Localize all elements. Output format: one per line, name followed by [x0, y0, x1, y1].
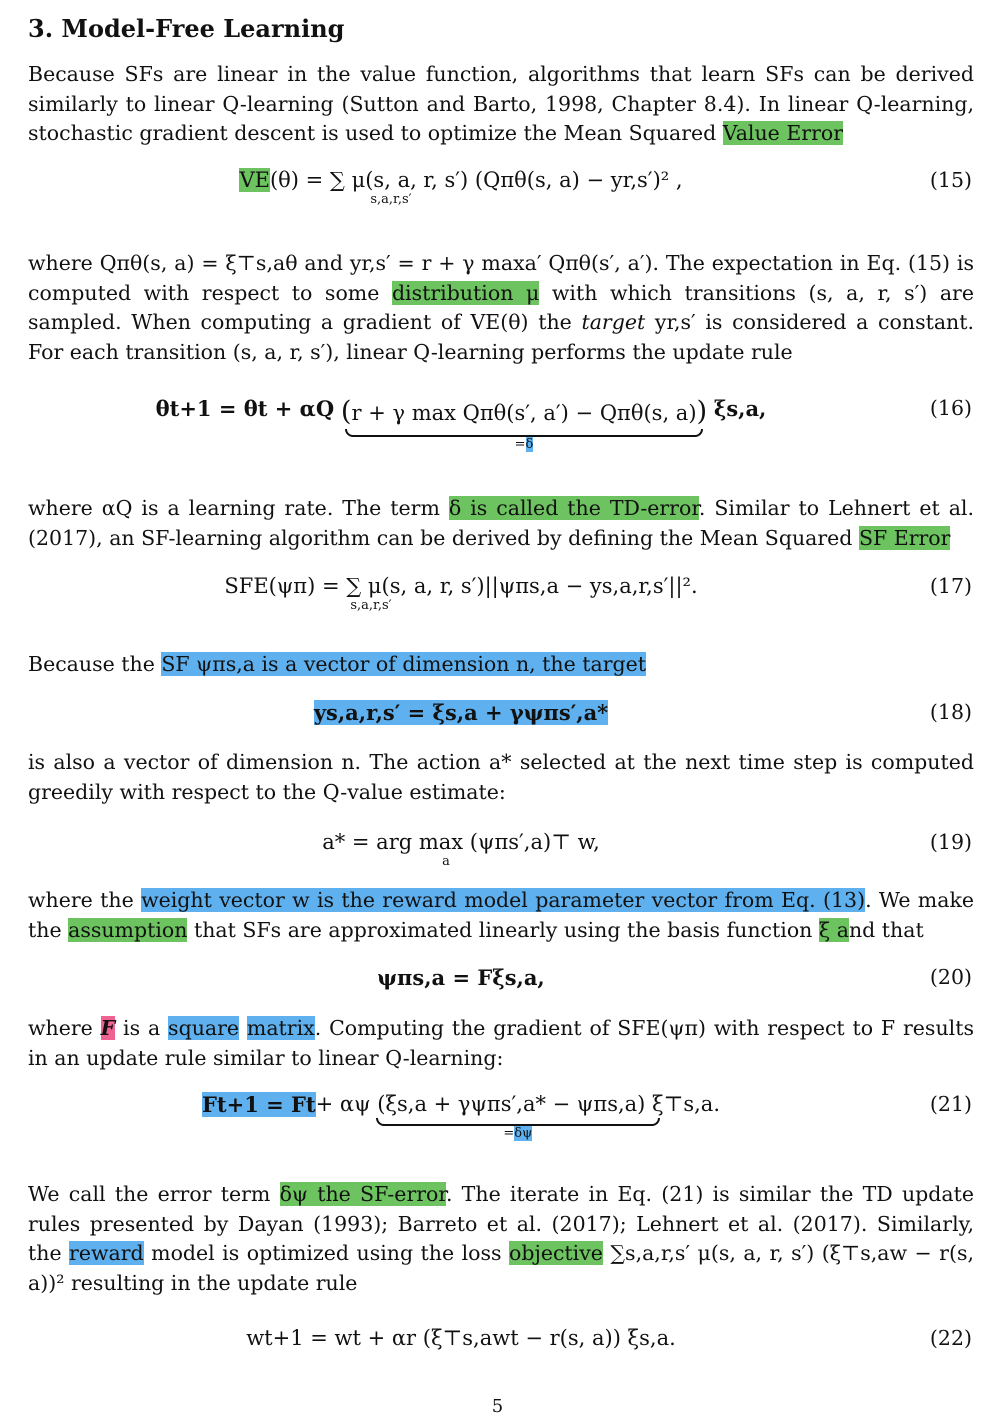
equation-17	[28, 574, 974, 634]
paragraph-8: We call the error term δψ the SF-error. The iterate in Eq. (21) is similar the TD update rules presented by Dayan (1993); Barreto et al. (2017); Lehnert et al. (2017). Similarly, the reward model is optimized using the loss objective ∑s,a,r,s′ μ(s, a, r, s′) (ξ⊤s,aw − r(s, a))² resulting in the update rule	[28, 1182, 975, 1295]
paragraph-5: is also a vector of dimension n. The action a* selected at the next time step is computed greedily with respect to the Q-value estimate:	[28, 750, 974, 804]
paragraph-7: where F is a square matrix. Computing the gradient of SFE(ψπ) with respect to F results in an update rule similar to linear Q-learning:	[28, 1016, 974, 1070]
equation-number: (20)	[929, 965, 972, 989]
page-number: 5	[491, 1396, 504, 1417]
td-error-expression: r + γ max Qπθ(s′, a′) − Qπθ(s, a)	[351, 401, 697, 425]
equation-number: (21)	[929, 1092, 972, 1116]
highlight-f-matrix: F	[100, 1016, 116, 1040]
section-number: 3.	[28, 14, 54, 43]
highlight-ve: VE	[239, 168, 270, 192]
paragraph-4: Because the SF ψπs,a is a vector of dimension n, the target	[28, 652, 647, 676]
emphasis-target: target	[581, 310, 646, 334]
paragraph-3: where αQ is a learning rate. The term δ is called the TD-error. Similar to Lehnert et al. (2017), an SF-learning algorithm can be derived by defining the Mean Squared SF Error	[28, 496, 974, 550]
highlight-xi: ξ a	[818, 917, 849, 942]
highlight-weight-vector: weight vector w is the reward model parameter vector from Eq. (13)	[141, 888, 866, 912]
paragraph-6: where the weight vector w is the reward model parameter vector from Eq. (13). We make the assumption that SFs are approximated linearly using the basis function ξ and that	[28, 888, 975, 942]
equation-22-body: wt+1 = wt + αr (ξ⊤s,awt − r(s, a)) ξs,a.	[246, 1326, 676, 1350]
equation-number: (22)	[929, 1326, 972, 1350]
paragraph-2: where Qπθ(s, a) = ξ⊤s,aθ and yr,s′ = r + γ maxa′ Qπθ(s′, a′). The expectation in Eq. (15) is computed with respect to some distribution μ with which transitions (s, a, r, s′) are sampled. When computing a gradient of VE(θ) the target yr,s′ is considered a constant. For each transition (s, a, r, s′), linear Q-learning performs the update rule	[28, 251, 975, 364]
argmax-index: a	[442, 854, 450, 869]
equation-15	[28, 168, 974, 228]
equation-number: (16)	[929, 396, 972, 420]
equation-21: Ft+1 = Ft+ αψ (ξs,a + γψπs′,a* − ψπs,a) ξ⊤s,a. =δψ (21)	[201, 1092, 972, 1141]
section-title: Model-Free Learning	[61, 14, 345, 43]
section-heading	[28, 14, 344, 43]
underbrace	[345, 429, 703, 437]
highlight-value-error: Value Error	[722, 121, 844, 145]
equation-20-body: ψπs,a = Fξs,a,	[377, 965, 545, 990]
equation-16: θt+1 = θt + αQ (r + γ max Qπθ(s′, a′) − Qπθ(s, a)) =δ ξs,a, (16)	[155, 396, 972, 452]
highlight-f-update: Ft+1 = Ft	[201, 1092, 316, 1117]
equation-21-body: + αψ (ξs,a + γψπs′,a* − ψπs,a) ξ⊤s,a.	[315, 1092, 720, 1116]
highlight-assumption: assumption	[68, 917, 188, 942]
summation-index: s,a,r,s′	[350, 598, 392, 613]
highlight-target-equation: ys,a,r,s′ = ξs,a + γψπs′,a*	[313, 700, 609, 725]
highlight-delta: δ	[525, 437, 534, 452]
highlight-td-error: δ is called the TD-error	[448, 496, 699, 520]
equation-17-body: SFE(ψπ) = ∑ μ(s, a, r, s′)||ψπs,a − ys,a,r,s′||².	[224, 574, 698, 598]
summation-index: s,a,r,s′	[370, 192, 412, 207]
highlight-objective: objective	[509, 1241, 603, 1265]
highlight-reward: reward	[69, 1241, 144, 1265]
highlight-distribution: distribution μ	[391, 280, 540, 305]
highlight-sf-error-term: δψ the SF-error	[279, 1182, 446, 1206]
equation-15-body: (θ) = ∑ μ(s, a, r, s′) (Qπθ(s, a) − yr,s′)² ,	[269, 168, 683, 192]
equation-number: (17)	[929, 574, 972, 598]
highlight-matrix: matrix	[246, 1016, 315, 1040]
equation-19	[28, 830, 974, 890]
equation-number: (18)	[929, 700, 972, 724]
highlight-sf-vector: SF ψπs,a is a vector of dimension n, the target	[161, 652, 647, 676]
equation-19-body: a* = arg max (ψπs′,a)⊤ w,	[322, 830, 600, 854]
paragraph-intro	[28, 60, 974, 149]
highlight-delta-psi: δψ	[514, 1126, 533, 1141]
equation-22	[28, 1326, 974, 1386]
underbrace	[376, 1118, 660, 1126]
equation-number: (15)	[929, 168, 972, 192]
equation-number: (19)	[929, 830, 972, 854]
highlight-square: square	[168, 1016, 240, 1040]
highlight-sf-error: SF Error	[858, 525, 951, 550]
paragraph-text: Because SFs are linear in the value function, algorithms that learn SFs can be derived similarly to linear Q-learning (Sutton and Barto, 1998, Chapter 8.4). In linear Q-learning, stochastic gradient descent is used to optimize the Mean Squared	[28, 62, 974, 145]
